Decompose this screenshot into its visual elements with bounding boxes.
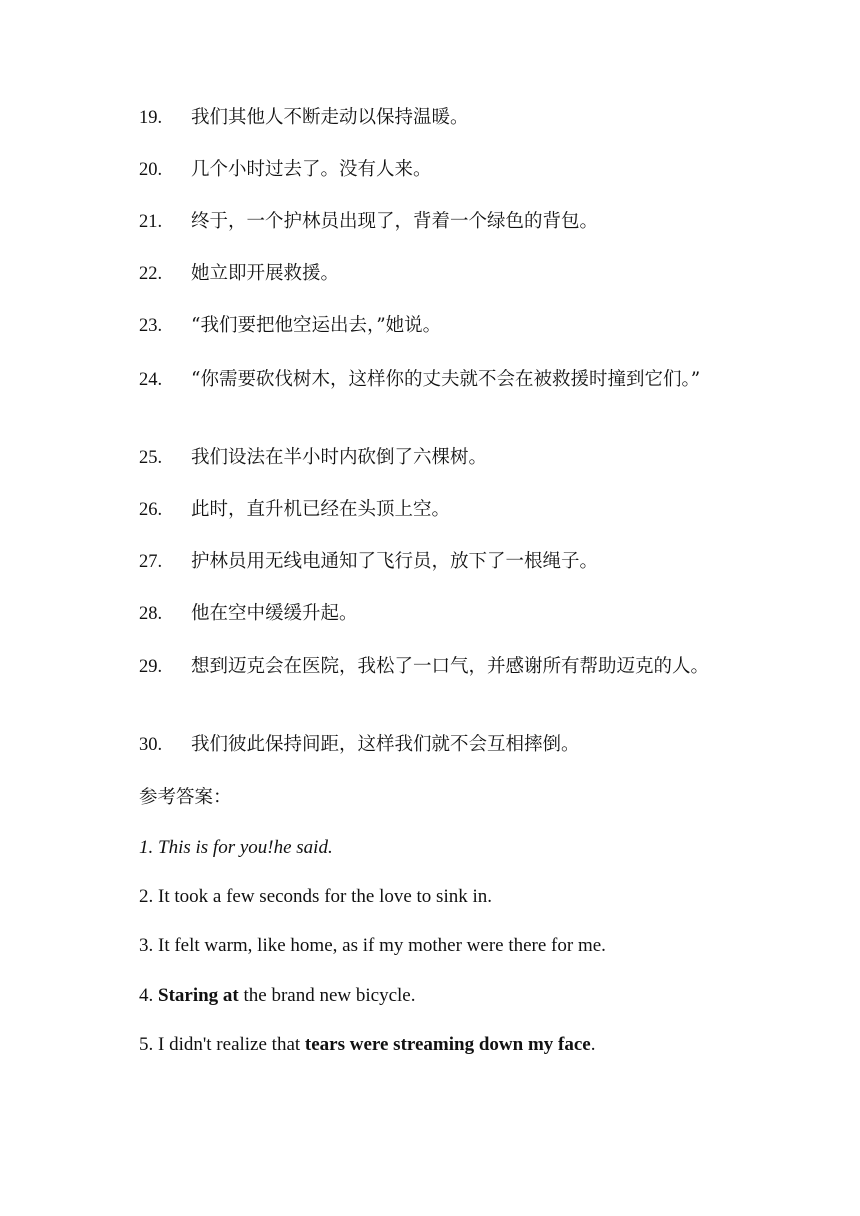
list-item-27 (139, 549, 729, 575)
answer-4-prefix: 4. (139, 985, 158, 1006)
answer-4 (139, 983, 739, 1009)
list-item-21 (139, 209, 729, 235)
item-number: 27. (139, 552, 163, 572)
answer-5 (139, 1032, 739, 1058)
answer-5-prefix: 5. I didn't realize that (139, 1034, 305, 1055)
item-number: 23. (139, 316, 163, 336)
item-number: 22. (139, 264, 163, 284)
item-number: 30. (139, 735, 163, 755)
list-item-26 (139, 497, 729, 523)
item-text: 她立即开展救援。 (191, 263, 340, 284)
list-item-22 (139, 261, 729, 287)
answer-4-rest: the brand new bicycle. (238, 985, 416, 1006)
item-number: 24. (139, 370, 163, 390)
list-item-19 (139, 105, 729, 131)
item-text: 我们彼此保持间距，这样我们就不会互相摔倒。 (191, 734, 580, 755)
item-text: “你需要砍伐树木，这样你的丈夫就不会在被救援时撞到它们。” (191, 369, 701, 390)
list-item-25 (139, 445, 729, 471)
answer-2: 2. It took a few seconds for the love to sink in. (139, 886, 493, 907)
list-item-20 (139, 157, 729, 183)
item-number: 20. (139, 160, 163, 180)
answer-4-bold: Staring at (158, 985, 239, 1006)
item-text: 护林员用无线电通知了飞行员，放下了一根绳子。 (191, 551, 599, 572)
item-number: 26. (139, 500, 163, 520)
item-text: “我们要把他空运出去，”她说。 (191, 315, 442, 336)
answer-3: 3. It felt warm, like home, as if my mother were there for me. (139, 935, 606, 956)
list-item-24 (139, 367, 729, 393)
item-text: 几个小时过去了。没有人来。 (191, 159, 432, 180)
answer-heading: 参考答案： (139, 787, 232, 808)
answer-5-rest: . (590, 1034, 596, 1055)
item-number: 19. (139, 108, 163, 128)
list-item-30 (139, 732, 729, 758)
list-item-29 (139, 654, 729, 680)
item-text: 终于，一个护林员出现了，背着一个绿色的背包。 (191, 211, 599, 232)
answer-5-bold: tears were streaming down my face (304, 1034, 591, 1055)
answer-1: 1. This is for you!he said. (139, 837, 333, 858)
item-number: 21. (139, 212, 163, 232)
list-item-28 (139, 601, 729, 627)
item-text: 我们其他人不断走动以保持温暖。 (191, 107, 469, 128)
item-text: 他在空中缓缓升起。 (191, 603, 358, 624)
item-number: 25. (139, 448, 163, 468)
item-text: 此时，直升机已经在头顶上空。 (191, 499, 451, 520)
item-number: 29. (139, 657, 163, 677)
item-text: 想到迈克会在医院，我松了一口气，并感谢所有帮助迈克的人。 (191, 656, 710, 677)
item-number: 28. (139, 604, 163, 624)
item-text: 我们设法在半小时内砍倒了六棵树。 (191, 447, 488, 468)
list-item-23 (139, 313, 729, 339)
